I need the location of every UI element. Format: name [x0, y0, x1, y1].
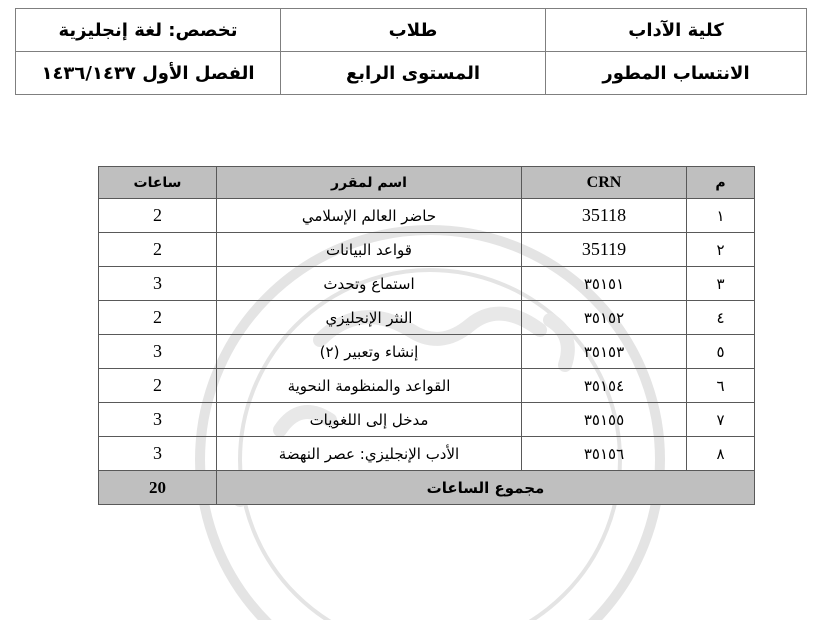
course-hours: 3 — [99, 267, 217, 301]
program-type: الانتساب المطور — [546, 52, 807, 95]
table-row — [99, 233, 755, 267]
major-name: تخصص: لغة إنجليزية — [16, 9, 281, 52]
study-level: المستوى الرابع — [281, 52, 546, 95]
course-crn: 35118 — [522, 199, 687, 233]
course-name: استماع وتحدث — [217, 267, 522, 301]
table-row — [99, 199, 755, 233]
course-hours: 2 — [99, 369, 217, 403]
table-row — [99, 301, 755, 335]
courses-table — [98, 166, 755, 505]
course-crn: ٣٥١٥٦ — [522, 437, 687, 471]
total-row — [99, 471, 755, 505]
table-row — [99, 369, 755, 403]
course-name: إنشاء وتعبير (٢) — [217, 335, 522, 369]
header-info-table — [15, 8, 807, 95]
academic-term: الفصل الأول ١٤٣٦/١٤٣٧ — [16, 52, 281, 95]
course-crn: ٣٥١٥٢ — [522, 301, 687, 335]
course-crn: 35119 — [522, 233, 687, 267]
course-num: ١ — [687, 199, 755, 233]
student-gender: طلاب — [281, 9, 546, 52]
courses-header-row — [99, 167, 755, 199]
header-row-1 — [16, 9, 807, 52]
course-crn: ٣٥١٥٤ — [522, 369, 687, 403]
college-name: كلية الآداب — [546, 9, 807, 52]
table-row — [99, 437, 755, 471]
course-num: ٣ — [687, 267, 755, 301]
course-hours: 3 — [99, 437, 217, 471]
total-hours-label: مجموع الساعات — [217, 471, 755, 505]
table-row — [99, 335, 755, 369]
course-num: ٦ — [687, 369, 755, 403]
course-name: حاضر العالم الإسلامي — [217, 199, 522, 233]
total-hours-value: 20 — [99, 471, 217, 505]
course-crn: ٣٥١٥١ — [522, 267, 687, 301]
course-name: مدخل إلى اللغويات — [217, 403, 522, 437]
column-header-crn: CRN — [522, 167, 687, 199]
course-name: الأدب الإنجليزي: عصر النهضة — [217, 437, 522, 471]
column-header-num: م — [687, 167, 755, 199]
column-header-hours: ساعات — [99, 167, 217, 199]
column-header-course-name: اسم لمقرر — [217, 167, 522, 199]
course-crn: ٣٥١٥٥ — [522, 403, 687, 437]
course-num: ٥ — [687, 335, 755, 369]
course-name: القواعد والمنظومة النحوية — [217, 369, 522, 403]
course-hours: 2 — [99, 199, 217, 233]
course-hours: 3 — [99, 403, 217, 437]
table-row — [99, 267, 755, 301]
course-num: ٧ — [687, 403, 755, 437]
table-row — [99, 403, 755, 437]
course-name: قواعد البيانات — [217, 233, 522, 267]
header-row-2 — [16, 52, 807, 95]
course-num: ٤ — [687, 301, 755, 335]
course-hours: 2 — [99, 233, 217, 267]
course-hours: 2 — [99, 301, 217, 335]
course-crn: ٣٥١٥٣ — [522, 335, 687, 369]
course-num: ٨ — [687, 437, 755, 471]
course-num: ٢ — [687, 233, 755, 267]
course-hours: 3 — [99, 335, 217, 369]
course-name: النثر الإنجليزي — [217, 301, 522, 335]
